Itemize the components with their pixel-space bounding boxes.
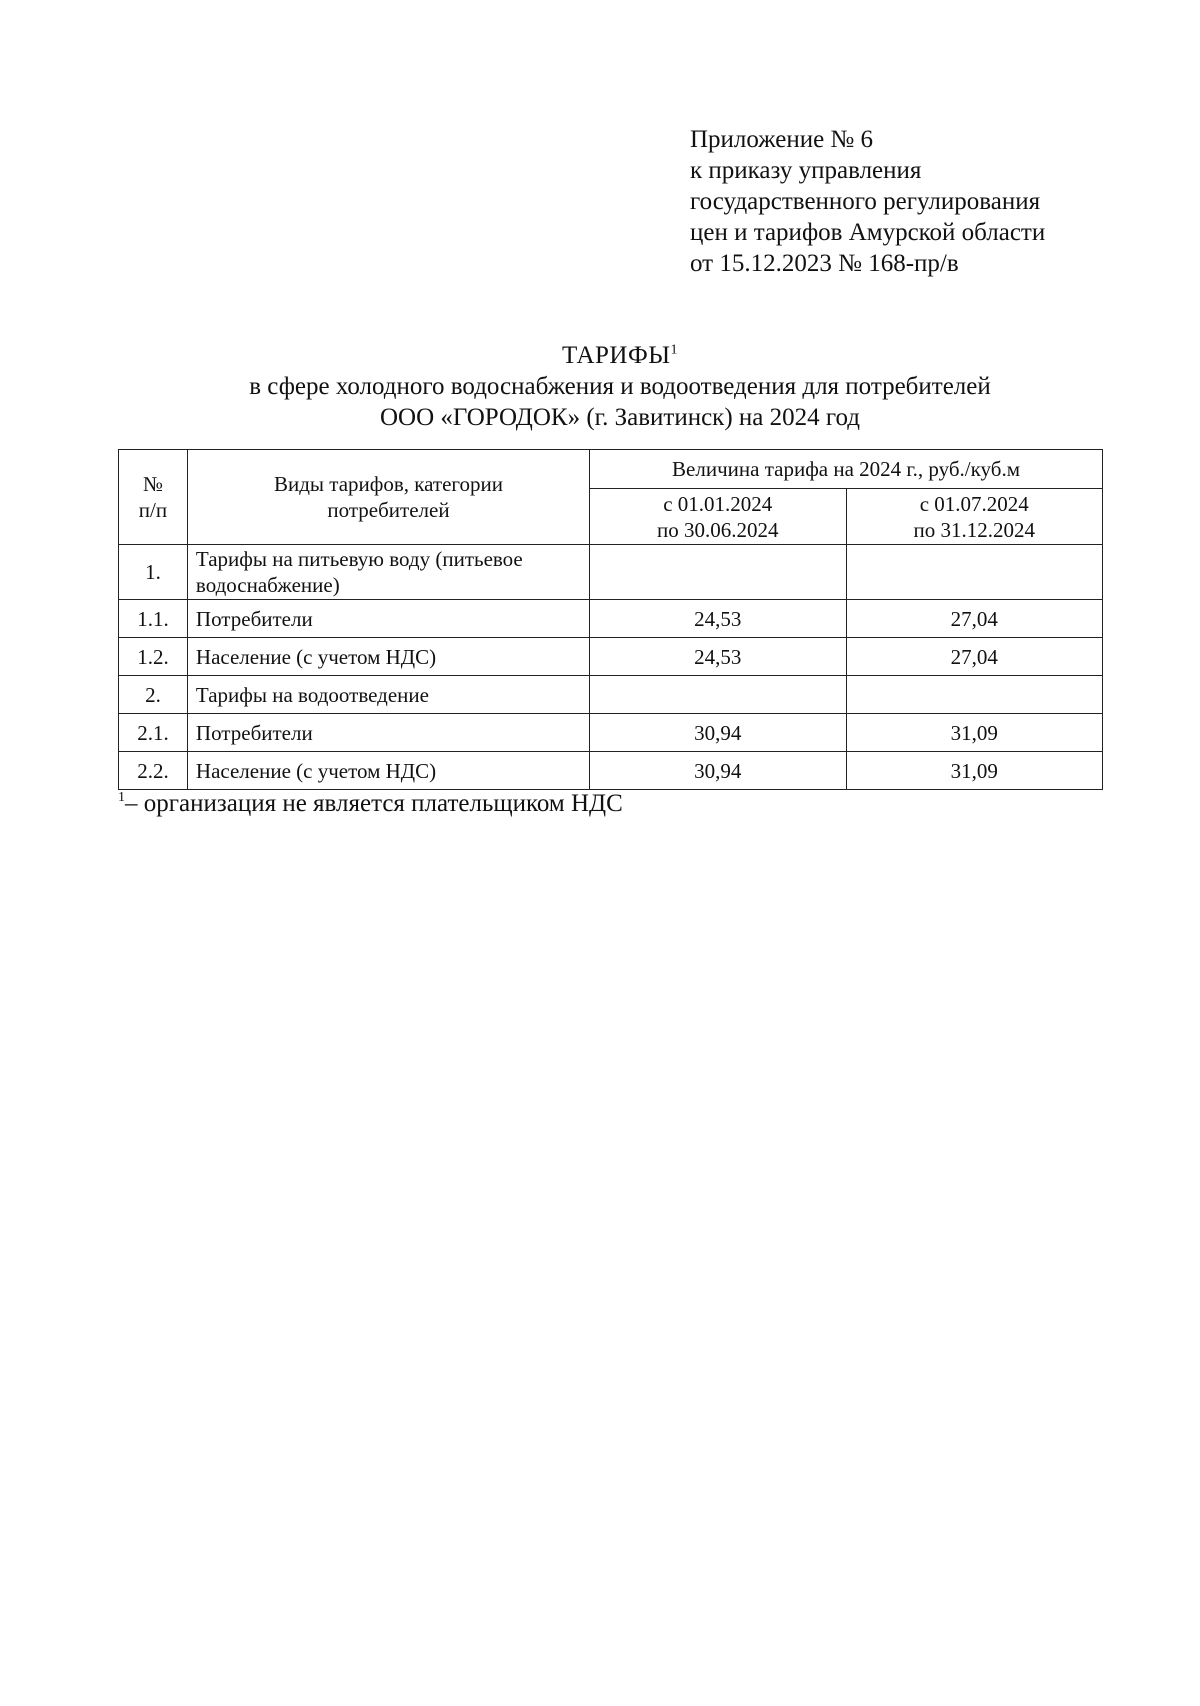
appendix-line: к приказу управления xyxy=(690,157,922,184)
row-number: 1. xyxy=(119,545,188,600)
appendix-line: цен и тарифов Амурской области xyxy=(690,219,1046,246)
row-number: 1.1. xyxy=(119,600,188,638)
table-row xyxy=(119,676,1103,714)
header-tariff-value-group: Величина тарифа на 2024 г., руб./куб.м xyxy=(590,450,1103,489)
appendix-block xyxy=(690,124,1130,279)
row-value-period-2: 31,09 xyxy=(846,714,1102,752)
row-number: 2.2. xyxy=(119,752,188,790)
row-value-period-1: 30,94 xyxy=(590,752,846,790)
table-row xyxy=(119,545,1103,600)
row-value-period-1: 24,53 xyxy=(590,638,846,676)
row-number: 2.1. xyxy=(119,714,188,752)
document-title xyxy=(0,340,1200,371)
row-tariff-name: Население (с учетом НДС) xyxy=(187,752,589,790)
row-value-period-2 xyxy=(846,545,1102,600)
title-text: ТАРИФЫ xyxy=(561,342,671,369)
header-period-2: с 01.07.2024 по 31.12.2024 xyxy=(846,489,1102,545)
row-tariff-name: Население (с учетом НДС) xyxy=(187,638,589,676)
document-subtitle-organization: ООО «ГОРОДОК» (г. Завитинск) на 2024 год xyxy=(379,404,861,431)
row-value-period-1 xyxy=(590,545,846,600)
row-tariff-name: Тарифы на водоотведение xyxy=(187,676,589,714)
row-value-period-1: 30,94 xyxy=(590,714,846,752)
table-row xyxy=(119,752,1103,790)
document-heading xyxy=(0,340,1200,433)
appendix-line: от 15.12.2023 № 168-пр/в xyxy=(690,250,959,277)
row-tariff-name: Тарифы на питьевую воду (питьевое водоснабжение) xyxy=(187,545,589,600)
footnote-marker: 1 xyxy=(118,790,125,805)
header-tariff-type: Виды тарифов, категории потребителей xyxy=(187,450,589,545)
row-value-period-1: 24,53 xyxy=(590,600,846,638)
table-row xyxy=(119,714,1103,752)
table-row xyxy=(119,638,1103,676)
appendix-line: государственного регулирования xyxy=(690,188,1041,215)
footnote-text: – организация не является плательщиком НДС xyxy=(125,790,623,817)
table-header-row xyxy=(119,450,1103,489)
row-value-period-2: 27,04 xyxy=(846,600,1102,638)
appendix-line: Приложение № 6 xyxy=(690,126,874,153)
row-value-period-2 xyxy=(846,676,1102,714)
tariffs-table xyxy=(118,449,1103,790)
row-tariff-name: Потребители xyxy=(187,600,589,638)
table-row xyxy=(119,600,1103,638)
row-value-period-2: 31,09 xyxy=(846,752,1102,790)
row-value-period-1 xyxy=(590,676,846,714)
row-number: 2. xyxy=(119,676,188,714)
footnote xyxy=(118,788,623,823)
row-value-period-2: 27,04 xyxy=(846,638,1102,676)
title-footnote-marker: 1 xyxy=(670,342,679,358)
header-number: № п/п xyxy=(119,450,188,545)
header-period-1: с 01.01.2024 по 30.06.2024 xyxy=(590,489,846,545)
document-subtitle: в сфере холодного водоснабжения и водоотведения для потребителей xyxy=(249,373,991,400)
row-number: 1.2. xyxy=(119,638,188,676)
row-tariff-name: Потребители xyxy=(187,714,589,752)
